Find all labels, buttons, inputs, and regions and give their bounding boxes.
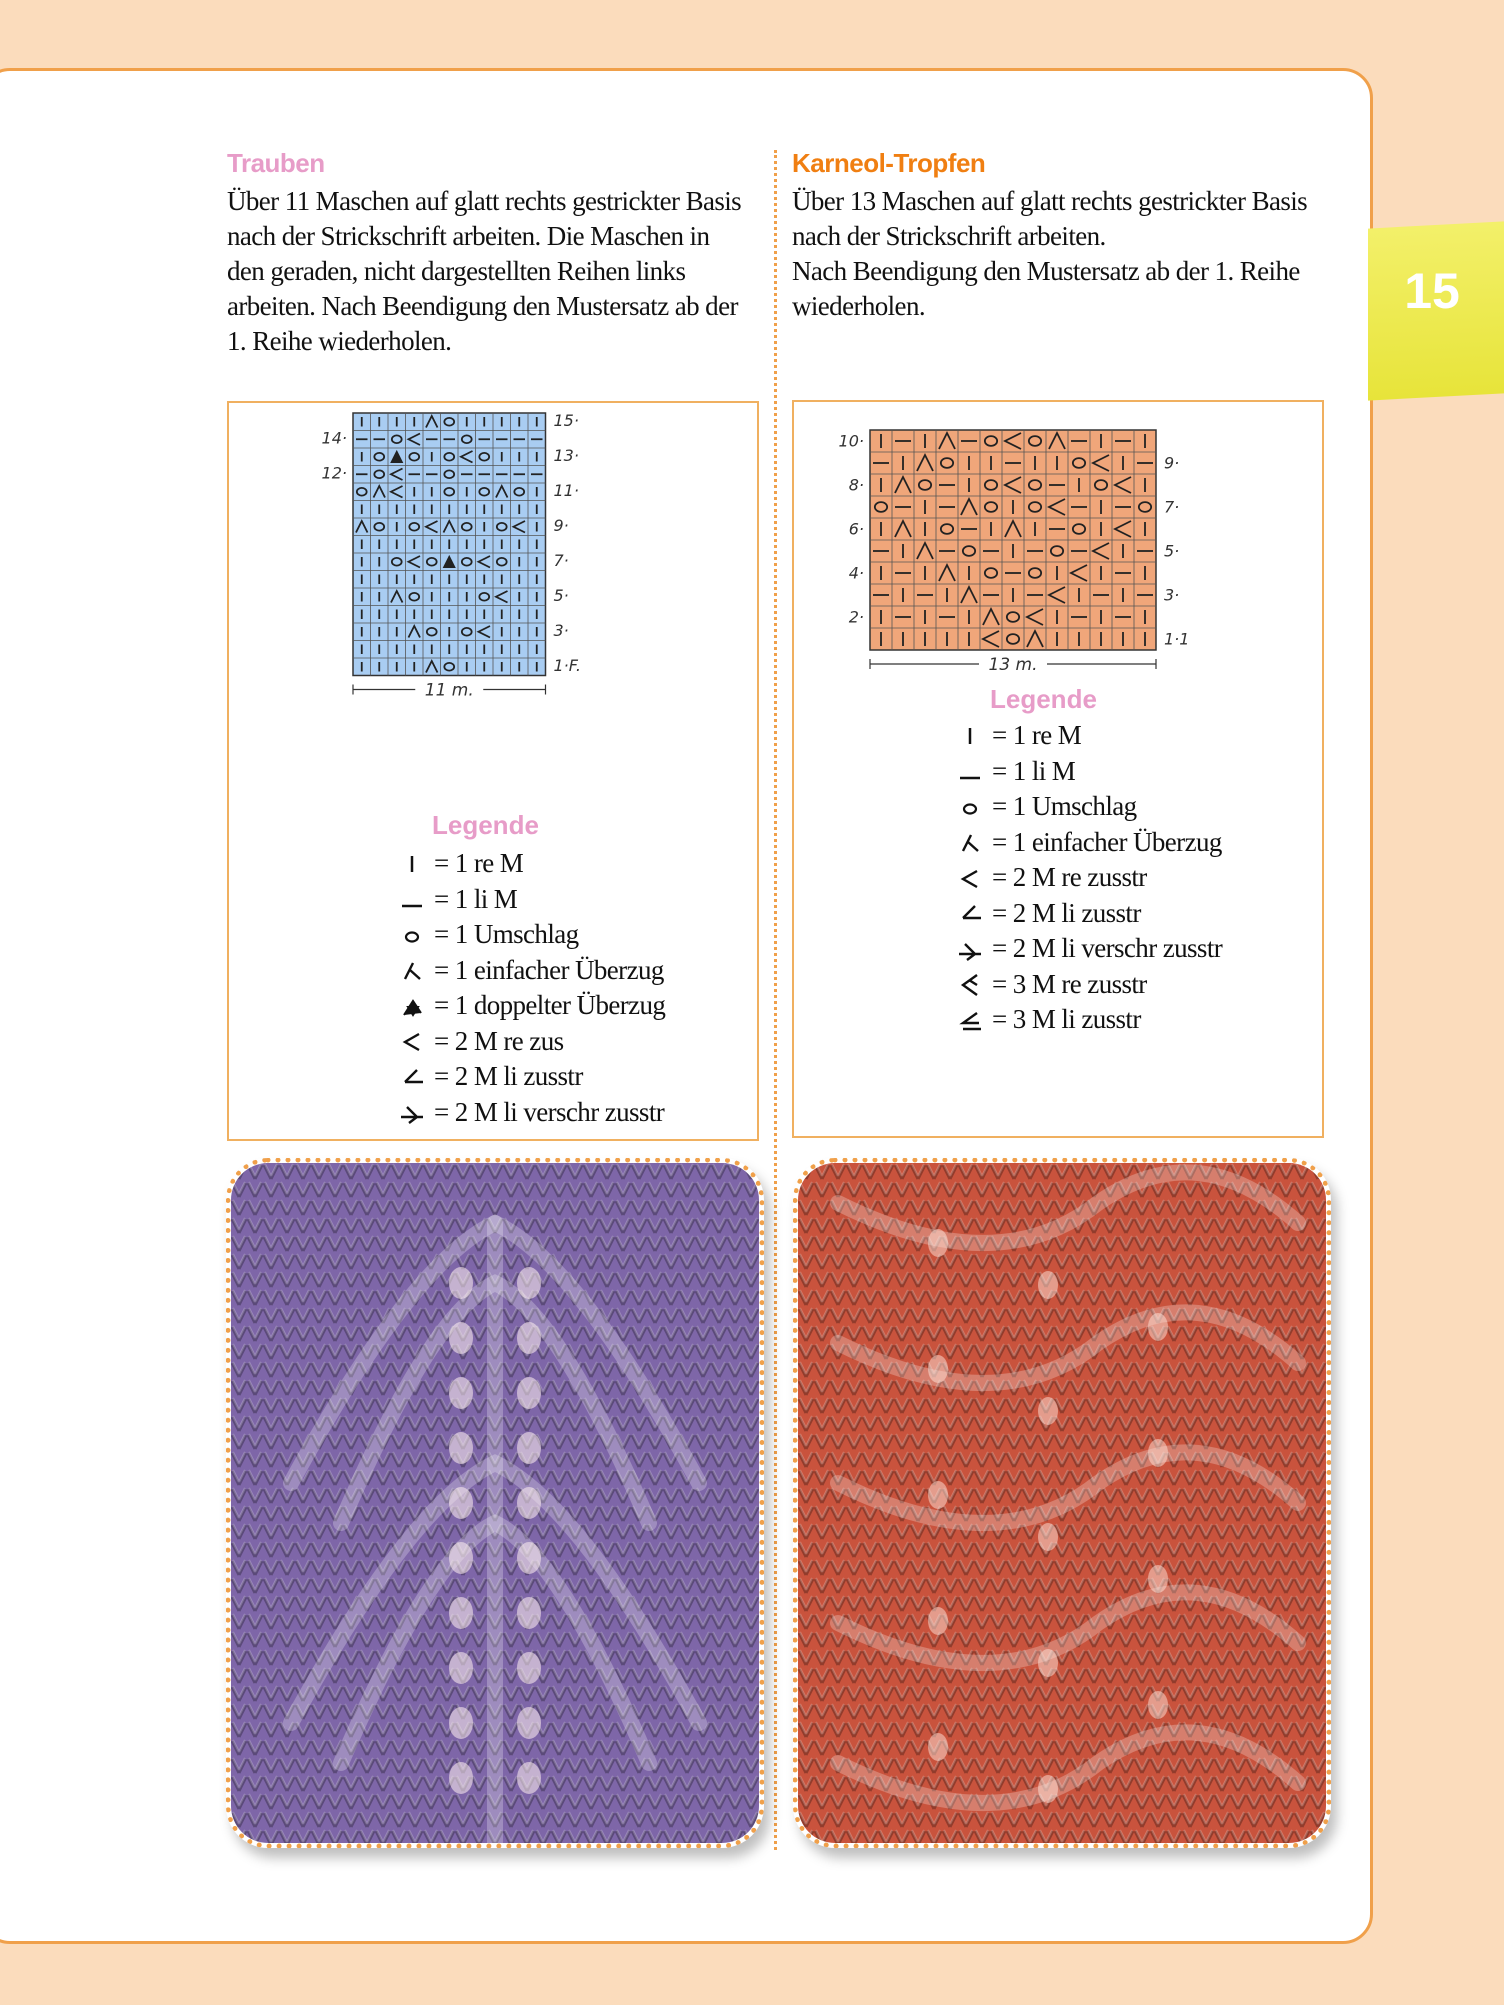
legend-item xyxy=(952,896,1222,932)
knit-texture-image xyxy=(798,1163,1326,1843)
umschlag-symbol-icon xyxy=(394,920,430,950)
zwei-li-verschr-symbol-icon xyxy=(952,934,988,964)
column-divider xyxy=(774,150,777,1850)
re-m-symbol-icon xyxy=(394,849,430,879)
legend-text: = 2 M li verschr zusstr xyxy=(992,933,1223,964)
text-line: Nach Beendigung den Mustersatz ab der 1. Reihe xyxy=(792,256,1300,286)
legend-item xyxy=(394,846,665,882)
text-line: arbeiten. Nach Beendigung den Mustersatz ab der xyxy=(227,291,738,321)
knit-sample-photo-karneol xyxy=(793,1158,1331,1848)
knitting-chart-trauben xyxy=(290,405,670,805)
chart-row-label: 6· xyxy=(848,519,864,539)
chart-row-label: 2· xyxy=(848,607,864,627)
legend-text: = 3 M re zusstr xyxy=(992,968,1147,999)
chart-row-label: 13· xyxy=(553,446,579,466)
drei-re-zusstr-symbol-icon xyxy=(952,969,988,999)
chart-row-label: 14· xyxy=(321,428,347,448)
legend-list xyxy=(394,846,665,1130)
li-m-symbol-icon xyxy=(952,756,988,786)
chart-row-label: 5· xyxy=(553,586,569,606)
einfacher-ueberzug-symbol-icon xyxy=(952,827,988,857)
li-m-symbol-icon xyxy=(394,884,430,914)
re-m-symbol-icon xyxy=(952,721,988,751)
legend-text: = 2 M li zusstr xyxy=(992,897,1141,928)
legend-item xyxy=(394,1024,665,1060)
text-line: 1. Reihe wiederholen. xyxy=(227,326,452,356)
umschlag-symbol-icon xyxy=(952,792,988,822)
legend-item xyxy=(952,718,1222,754)
legend-title: Legende xyxy=(990,684,1097,714)
legend-item xyxy=(952,1002,1222,1038)
legend-item xyxy=(394,953,665,989)
pattern-description-trauben xyxy=(227,184,767,359)
doppelter-ueberzug-symbol-icon xyxy=(394,991,430,1021)
chart-row-label: 12· xyxy=(321,463,347,483)
chart-row-label: 1·1 xyxy=(1164,629,1190,649)
legend-item xyxy=(394,882,665,918)
legend-item xyxy=(952,860,1222,896)
pattern-title-karneol-tropfen: Karneol-Tropfen xyxy=(792,148,986,178)
chart-row-label: 10· xyxy=(838,431,864,451)
legend-text: = 2 M re zusstr xyxy=(992,862,1147,893)
zwei-li-zusstr-symbol-icon xyxy=(394,1062,430,1092)
chart-row-label: 8· xyxy=(848,475,864,495)
chart-row-label: 9· xyxy=(553,516,569,536)
legend-item xyxy=(952,754,1222,790)
chart-row-label: 1·F. xyxy=(553,656,581,676)
pattern-title-trauben: Trauben xyxy=(227,148,325,178)
legend-list xyxy=(952,718,1222,1038)
legend-item xyxy=(394,988,665,1024)
legend-text: = 2 M li zusstr xyxy=(434,1061,583,1092)
knit-sample-photo-trauben xyxy=(226,1158,764,1848)
legend-text: = 1 einfacher Überzug xyxy=(434,954,664,985)
chart-row-label: 9· xyxy=(1164,453,1180,473)
legend-text: = 3 M li zusstr xyxy=(992,1004,1141,1035)
legend-text: = 1 einfacher Überzug xyxy=(992,826,1222,857)
chart-row-label: 15· xyxy=(553,411,579,431)
chart-row-label: 7· xyxy=(1164,497,1180,517)
legend-item xyxy=(952,931,1222,967)
text-line: den geraden, nicht dargestellten Reihen links xyxy=(227,256,686,286)
chart-row-label: 4· xyxy=(848,563,864,583)
legend-text: = 1 Umschlag xyxy=(434,919,579,950)
legend-title: Legende xyxy=(432,810,539,840)
knit-texture-image xyxy=(231,1163,759,1843)
text-line: wiederholen. xyxy=(792,291,925,321)
page-number: 15 xyxy=(1404,263,1460,319)
legend-item xyxy=(952,789,1222,825)
chart-row-label: 3· xyxy=(1164,585,1180,605)
zwei-li-verschr-symbol-icon xyxy=(394,1097,430,1127)
text-line: Über 11 Maschen auf glatt rechts gestrickter Basis xyxy=(227,186,742,216)
legend-item xyxy=(394,1095,665,1131)
legend-text: = 1 doppelter Überzug xyxy=(434,990,666,1021)
legend-item xyxy=(952,967,1222,1003)
chart-row-label: 11· xyxy=(553,481,579,501)
text-line: Über 13 Maschen auf glatt rechts gestrickter Basis xyxy=(792,186,1308,216)
text-line: nach der Strickschrift arbeiten. Die Maschen in xyxy=(227,221,710,251)
legend-text: = 2 M li verschr zusstr xyxy=(434,1096,665,1127)
chart-row-label: 3· xyxy=(553,621,569,641)
chart-width-label: 11 m. xyxy=(424,680,474,701)
legend-item xyxy=(952,825,1222,861)
chart-width-label: 13 m. xyxy=(988,655,1038,675)
legend-text: = 1 li M xyxy=(434,883,518,914)
legend-text: = 1 Umschlag xyxy=(992,791,1137,822)
drei-li-zusstr-symbol-icon xyxy=(952,1005,988,1035)
legend-text: = 2 M re zus xyxy=(434,1025,564,1056)
legend-item xyxy=(394,1059,665,1095)
legend-text: = 1 re M xyxy=(434,848,524,879)
zwei-re-zus-symbol-icon xyxy=(394,1026,430,1056)
legend-text: = 1 li M xyxy=(992,755,1076,786)
legend-item xyxy=(394,917,665,953)
einfacher-ueberzug-symbol-icon xyxy=(394,955,430,985)
knitting-chart-karneol xyxy=(830,410,1290,680)
chart-row-label: 5· xyxy=(1164,541,1180,561)
pattern-description-karneol xyxy=(792,184,1332,324)
zwei-li-zusstr-symbol-icon xyxy=(952,898,988,928)
chart-row-label: 7· xyxy=(553,551,569,571)
legend-text: = 1 re M xyxy=(992,720,1082,751)
text-line: nach der Strickschrift arbeiten. xyxy=(792,221,1106,251)
zwei-re-zusstr-symbol-icon xyxy=(952,863,988,893)
